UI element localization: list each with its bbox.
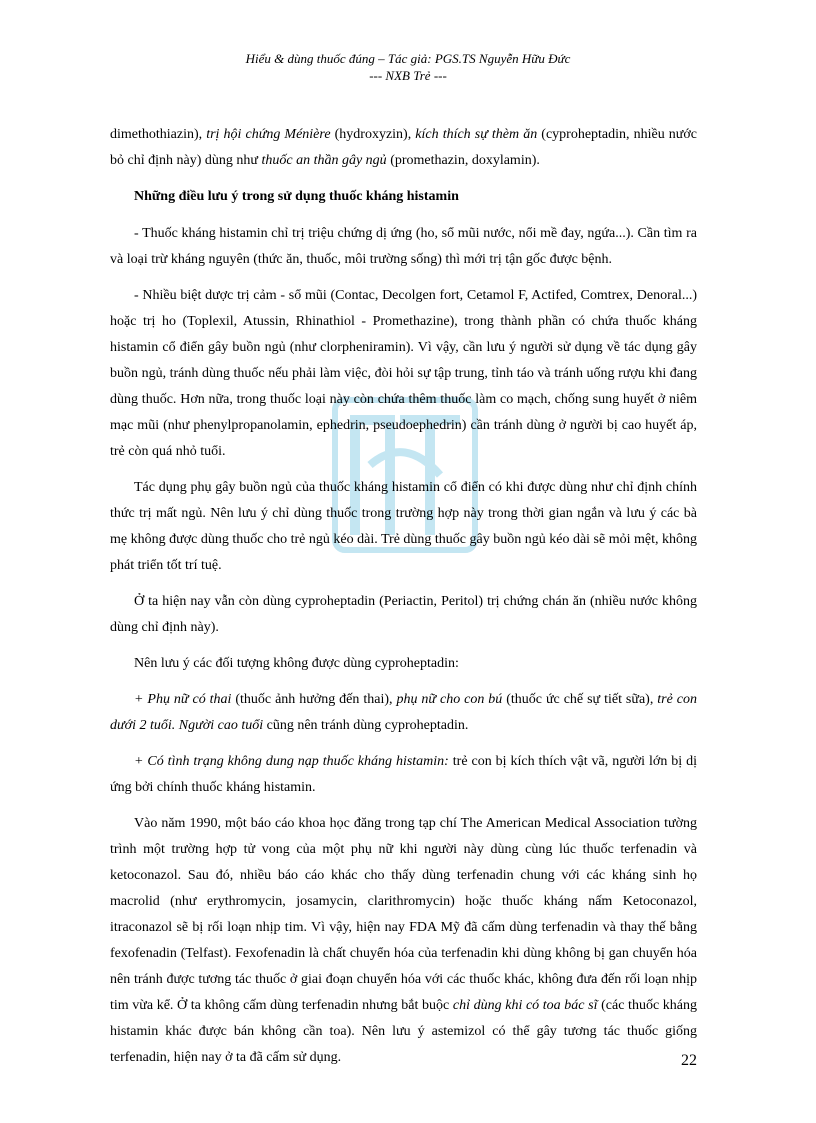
document-body xyxy=(110,122,697,1081)
paragraph-2: - Thuốc kháng histamin chỉ trị triệu chứng dị ứng (ho, sổ mũi nước, nổi mề đay, ngứa...). Cần tìm ra và loại trừ kháng nguyên (thức ăn, thuốc, môi trường sống) thì mới trị tận gốc được bệnh. xyxy=(110,226,697,267)
page-header xyxy=(0,50,816,84)
section-heading: Những điều lưu ý trong sử dụng thuốc kháng histamin xyxy=(134,189,459,204)
paragraph-5: Ở ta hiện nay vẫn còn dùng cyproheptadin (Periactin, Peritol) trị chứng chán ăn (nhiều nước không dùng chỉ định này). xyxy=(110,594,697,635)
paragraph-3: - Nhiều biệt dược trị cảm - sổ mũi (Contac, Decolgen fort, Cetamol F, Actifed, Comtrex, Denoral...) hoặc trị ho (Toplexil, Atussin, Rhinathiol - Promethazine), trong thành phần có chứa thuốc kháng histamin cổ điển gây buồn ngủ (như clorpheniramin). Vì vậy, cần lưu ý người sử dụng về tác dụng gây buồn ngủ, tránh dùng thuốc nếu phải làm việc, đòi hỏi sự tập trung, tỉnh táo và tránh uống rượu khi đang dùng thuốc. Hơn nữa, trong thuốc loại này còn chứa thêm thuốc làm co mạch, chống sung huyết ở niêm mạc mũi (như phenylpropanolamin, ephedrin, pseudoephedrin) cần tránh dùng ở người bị cao huyết áp, trẻ còn quá nhỏ tuổi. xyxy=(110,288,697,459)
paragraph-1: dimethothiazin), trị hội chứng Ménière (hydroxyzin), kích thích sự thèm ăn (cyproheptadin, nhiều nước bỏ chỉ định này) dùng như thuốc an thần gây ngủ (promethazin, doxylamin). xyxy=(110,127,697,168)
header-publisher: --- NXB Trẻ --- xyxy=(369,68,447,83)
paragraph-6: Nên lưu ý các đối tượng không được dùng cyproheptadin: xyxy=(134,656,459,671)
paragraph-7: + Phụ nữ có thai (thuốc ảnh hưởng đến thai), phụ nữ cho con bú (thuốc ức chế sự tiết sữa), trẻ con dưới 2 tuổi. Người cao tuổi cũng nên tránh dùng cyproheptadin. xyxy=(110,692,697,733)
paragraph-4: Tác dụng phụ gây buồn ngủ của thuốc kháng histamin cổ điển có khi được dùng như chỉ định chính thức trị mất ngủ. Nên lưu ý chỉ dùng thuốc trong trường hợp này trong thời gian ngắn và lưu ý các bà mẹ không được dùng thuốc cho trẻ ngủ kéo dài. Trẻ dùng thuốc gây buồn ngủ kéo dài sẽ mỏi mệt, không phát triển tốt trí tuệ. xyxy=(110,480,697,573)
paragraph-8: + Có tình trạng không dung nạp thuốc kháng histamin: trẻ con bị kích thích vật vã, người lớn bị dị ứng bởi chính thuốc kháng histamin. xyxy=(110,754,697,795)
header-title: Hiểu & dùng thuốc đúng – Tác giả: PGS.TS Nguyễn Hữu Đức xyxy=(245,51,571,66)
page-number: 22 xyxy=(681,1052,697,1069)
paragraph-9: Vào năm 1990, một báo cáo khoa học đăng trong tạp chí The American Medical Association tường trình một trường hợp tử vong của một phụ nữ khi người này dùng cùng lúc thuốc terfenadin và ketoconazol. Sau đó, nhiều báo cáo khác cho thấy dùng terfenadin chung với các kháng sinh họ macrolid (như erythromycin, josamycin, clarithromycin) hoặc thuốc kháng nấm Ketoconazol, itraconazol sẽ bị rối loạn nhịp tim. Vì vậy, hiện nay FDA Mỹ đã cấm dùng terfenadin và thay thế bằng fexofenadin (Telfast). Fexofenadin là chất chuyển hóa của terfenadin khi dùng không bị gan chuyển hóa nên tránh được tương tác thuốc ở giai đoạn chuyển hóa với các thuốc khác, không đưa đến rối loạn nhịp tim vừa kể. Ở ta không cấm dùng terfenadin nhưng bắt buộc chỉ dùng khi có toa bác sĩ (các thuốc kháng histamin khác được bán không cần toa). Nên lưu ý astemizol có thể gây tương tác thuốc giống terfenadin, hiện nay ở ta đã cấm sử dụng. xyxy=(110,816,697,1065)
